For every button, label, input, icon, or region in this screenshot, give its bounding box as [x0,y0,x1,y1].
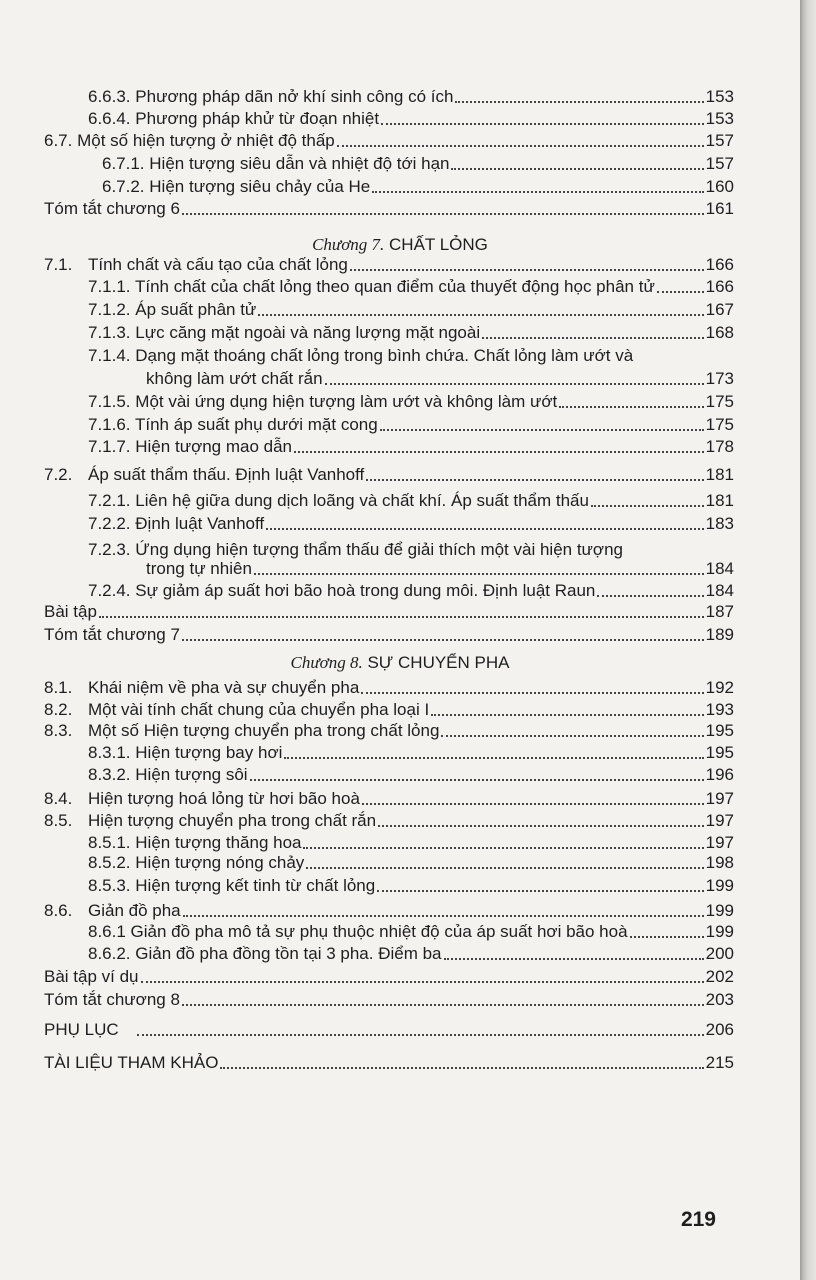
toc-entry-7-1-4-line1: 7.1.4. Dạng mặt thoáng chất lỏng trong bình chứa. Chất lỏng làm ướt và [88,346,634,365]
toc-entry-6-6-4: 6.6.4. Phương pháp khử từ đoạn nhiệt 153 [88,109,734,128]
toc-entry-8-4: 8.4. Hiện tượng hoá lỏng từ hơi bão hoà 197 [44,789,734,808]
page-number: 219 [680,1208,716,1231]
toc-entry-7-1-5: 7.1.5. Một vài ứng dụng hiện tượng làm ướt và không làm ướt 175 [88,392,734,411]
chapter-8-heading: Chương 8. SỰ CHUYỂN PHA [290,653,510,672]
chapter-7-heading: Chương 7. CHẤT LỎNG [312,235,488,254]
toc-entry-7-1-7: 7.1.7. Hiện tượng mao dẫn 178 [88,437,734,456]
toc-entry-8-5-3: 8.5.3. Hiện tượng kết tinh từ chất lỏng 199 [88,876,734,895]
toc-entry-8-5-2: 8.5.2. Hiện tượng nóng chảy 198 [88,853,734,872]
toc-entry-appendix: PHỤ LỤC 206 [44,1020,734,1039]
toc-entry-7-1-6: 7.1.6. Tính áp suất phụ dưới mặt cong 175 [88,415,734,434]
toc-entry-8-2: 8.2. Một vài tính chất chung của chuyển pha loại I 193 [44,700,734,719]
toc-entry-8-3: 8.3. Một số Hiện tượng chuyển pha trong chất lỏng 195 [44,721,734,740]
toc-entry-summary-6: Tóm tắt chương 6 161 [44,199,734,218]
toc-entry-8-3-1: 8.3.1. Hiện tượng bay hơi 195 [88,743,734,762]
toc-page: 153 [705,87,734,106]
toc-entry-7-1: 7.1. Tính chất và cấu tạo của chất lỏng 166 [44,255,734,274]
toc-entry-8-5-1: 8.5.1. Hiện tượng thăng hoa 197 [88,833,734,852]
toc-entry-7-2-3-line1: 7.2.3. Ứng dụng hiện tượng thẩm thấu để giải thích một vài hiện tượng [88,540,623,559]
toc-entry-7-2-1: 7.2.1. Liên hệ giữa dung dịch loãng và chất khí. Áp suất thẩm thấu 181 [88,491,734,510]
toc-entry-references: TÀI LIỆU THAM KHẢO 215 [44,1053,734,1072]
toc-entry-7-2-3-line2: trong tự nhiên 184 [146,559,734,578]
toc-entry-7-1-2: 7.1.2. Áp suất phân tử 167 [88,300,734,319]
toc-entry-8-6: 8.6. Giản đồ pha 199 [44,901,734,920]
toc-entry-summary-7: Tóm tắt chương 7 189 [44,625,734,644]
toc-entry-7-1-4-line2: không làm ướt chất rắn 173 [146,369,734,388]
toc-entry-6-7-2: 6.7.2. Hiện tượng siêu chảy của He 160 [102,177,734,196]
toc-entry-examples-8: Bài tập ví dụ 202 [44,967,734,986]
toc-entry-6-6-3: 6.6.3. Phương pháp dãn nở khí sinh công có ích 153 [88,87,734,106]
toc-entry-8-6-2: 8.6.2. Giản đồ pha đồng tồn tại 3 pha. Điểm ba 200 [88,944,734,963]
toc-entry-8-6-1: 8.6.1 Giản đồ pha mô tả sự phụ thuộc nhiệt độ của áp suất hơi bão hoà 199 [88,922,734,941]
toc-entry-8-5: 8.5. Hiện tượng chuyển pha trong chất rắn 197 [44,811,734,830]
leader-dots [455,100,703,103]
toc-entry-7-1-3: 7.1.3. Lực căng mặt ngoài và năng lượng mặt ngoài 168 [88,323,734,342]
toc-entry-7-2: 7.2. Áp suất thẩm thấu. Định luật Vanhoff 181 [44,465,734,484]
toc-entry-7-2-4: 7.2.4. Sự giảm áp suất hơi bão hoà trong dung môi. Định luật Raun 184 [88,581,734,600]
page-edge-shadow [800,0,816,1280]
toc-entry-7-2-2: 7.2.2. Định luật Vanhoff 183 [88,514,734,533]
toc-entry-6-7: 6.7. Một số hiện tượng ở nhiệt độ thấp 157 [44,131,734,150]
toc-entry-exercises-7: Bài tập 187 [44,602,734,621]
toc-entry-7-1-1: 7.1.1. Tính chất của chất lỏng theo quan điểm của thuyết động học phân tử 166 [88,277,734,296]
toc-entry-summary-8: Tóm tắt chương 8 203 [44,990,734,1009]
toc-entry-8-3-2: 8.3.2. Hiện tượng sôi 196 [88,765,734,784]
toc-entry-6-7-1: 6.7.1. Hiện tượng siêu dẫn và nhiệt độ tới hạn 157 [102,154,734,173]
toc-entry-8-1: 8.1. Khái niệm về pha và sự chuyển pha 192 [44,678,734,697]
